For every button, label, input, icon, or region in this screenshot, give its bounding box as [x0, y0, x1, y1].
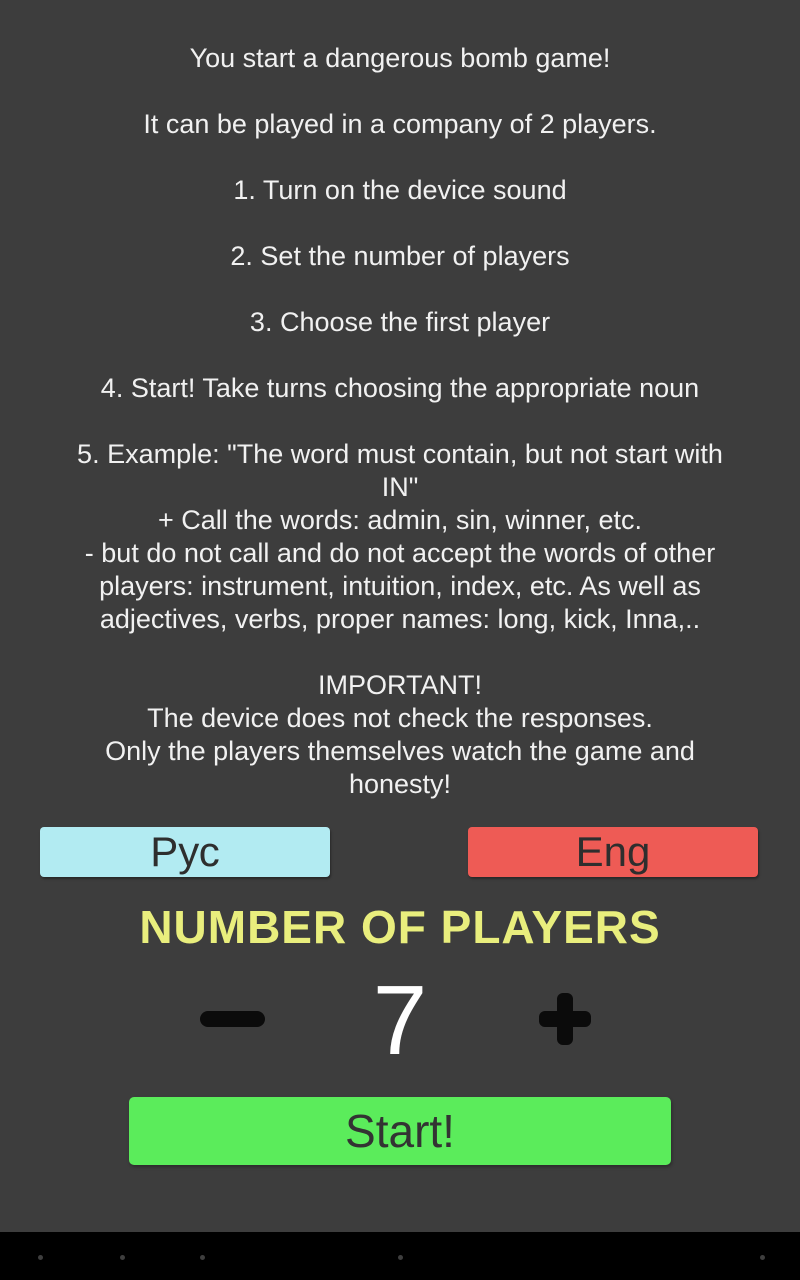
- instruction-blank-line: [30, 141, 770, 174]
- start-button[interactable]: [129, 1097, 671, 1165]
- language-rus-label: Рус: [150, 828, 220, 875]
- instruction-blank-line: [30, 75, 770, 108]
- instruction-line: 5. Example: "The word must contain, but not start with: [77, 439, 723, 469]
- instruction-line: IMPORTANT!: [317, 670, 482, 700]
- instruction-blank-line: [30, 636, 770, 669]
- players-count-value: 7: [372, 965, 428, 1075]
- nav-bar-dot: [38, 1255, 43, 1260]
- instruction-line: players: instrument, intuition, index, etc. As well as: [99, 571, 701, 601]
- nav-bar-dot: [200, 1255, 205, 1260]
- instruction-line: + Call the words: admin, sin, winner, etc.: [158, 505, 642, 535]
- instruction-line: You start a dangerous bomb game!: [189, 43, 611, 73]
- instruction-line: 1. Turn on the device sound: [233, 175, 567, 205]
- instruction-blank-line: [30, 339, 770, 372]
- instruction-blank-line: [30, 405, 770, 438]
- instruction-line: 3. Choose the first player: [249, 307, 551, 337]
- nav-bar-dot: [120, 1255, 125, 1260]
- nav-bar-dot: [760, 1255, 765, 1260]
- language-rus-button[interactable]: [40, 827, 330, 877]
- language-eng-button[interactable]: [468, 827, 758, 877]
- instruction-blank-line: [30, 273, 770, 306]
- instruction-line: - but do not call and do not accept the words of other: [84, 538, 716, 568]
- instruction-line: It can be played in a company of 2 players.: [143, 109, 657, 139]
- instructions: [30, 42, 770, 801]
- start-button-label: Start!: [345, 1105, 455, 1157]
- instruction-line: IN": [381, 472, 419, 502]
- instruction-line: adjectives, verbs, proper names: long, kick, Inna,..: [99, 604, 701, 634]
- nav-bar-dot: [398, 1255, 403, 1260]
- instruction-line: The device does not check the responses.: [147, 703, 653, 733]
- instruction-line: 4. Start! Take turns choosing the appropriate noun: [100, 373, 700, 403]
- instruction-line: honesty!: [348, 769, 452, 799]
- instruction-line: 2. Set the number of players: [230, 241, 570, 271]
- increase-players-button[interactable]: [539, 993, 591, 1045]
- instruction-blank-line: [30, 207, 770, 240]
- instruction-line: Only the players themselves watch the game and: [105, 736, 695, 766]
- language-eng-label: Eng: [575, 828, 651, 875]
- number-of-players-title: NUMBER OF PLAYERS: [139, 901, 661, 953]
- navigation-bar: [0, 1232, 800, 1280]
